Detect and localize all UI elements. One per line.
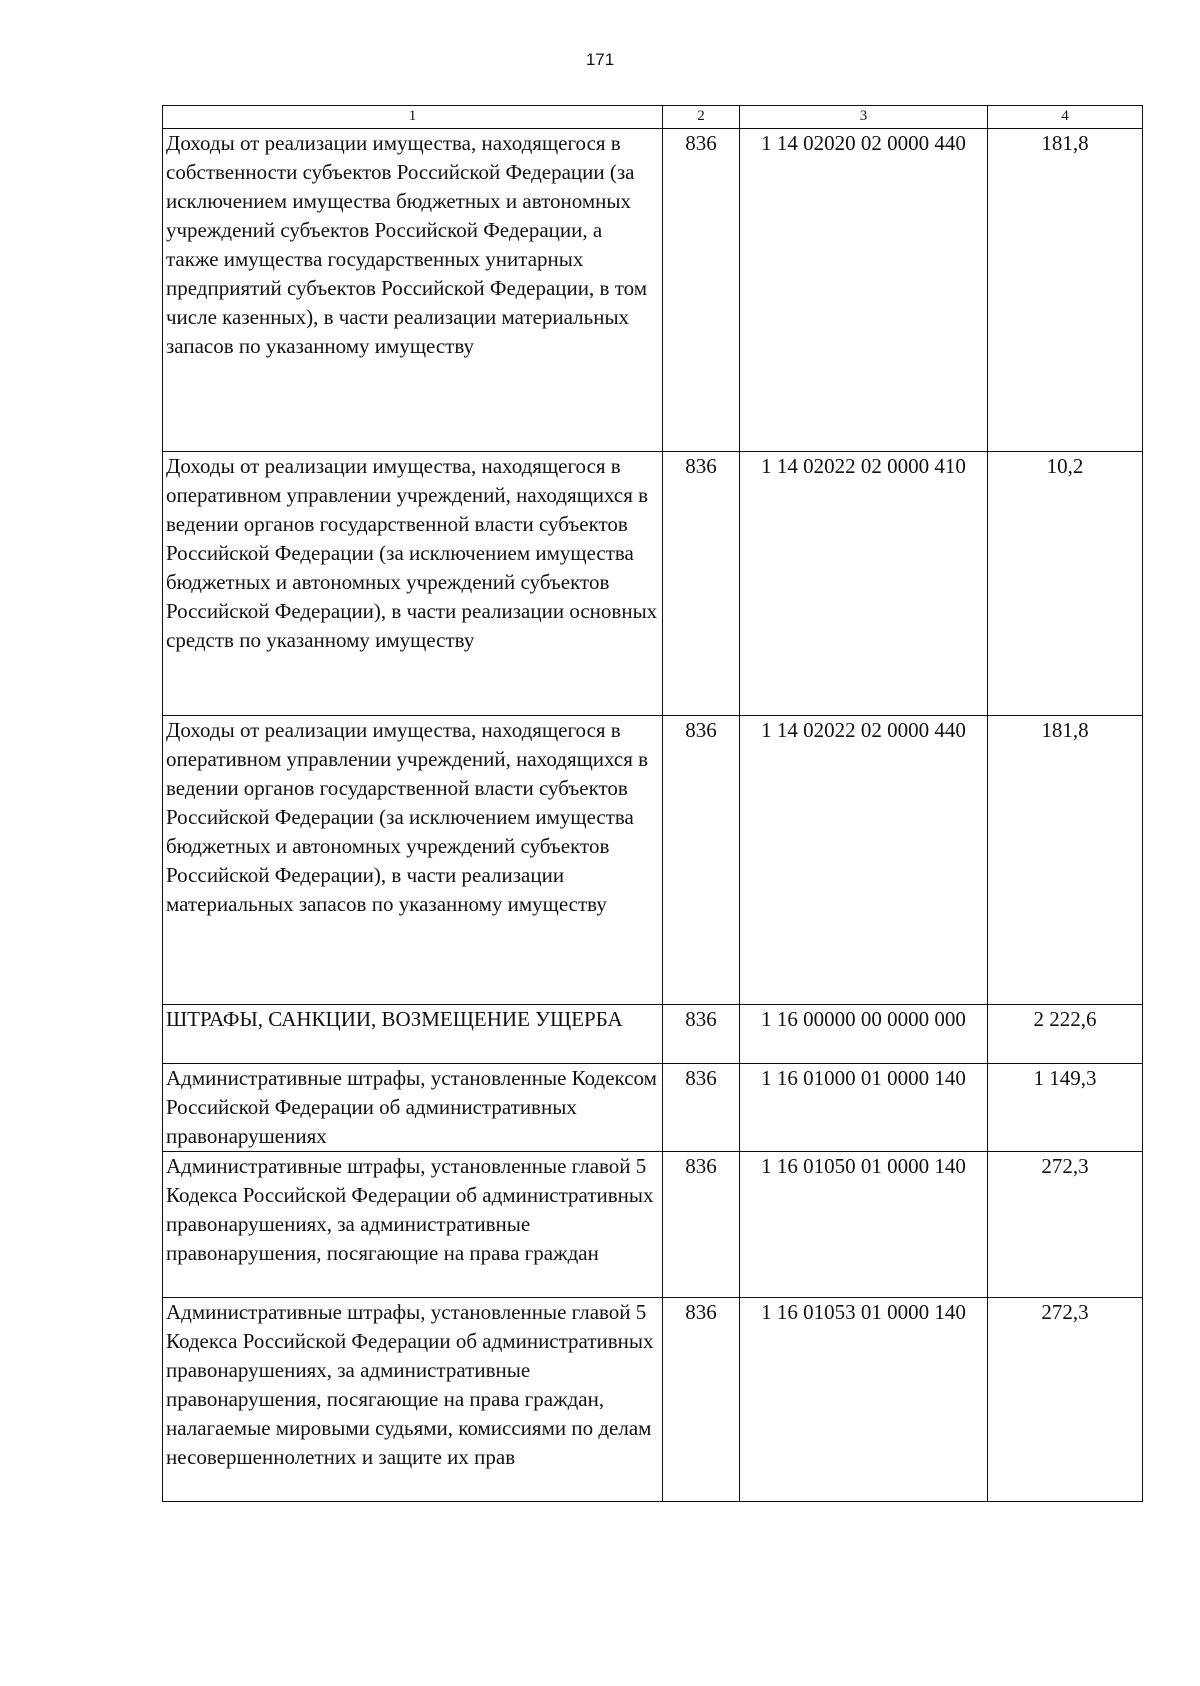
budget-revenue-table: [162, 105, 1143, 1502]
row-budget-code: 1 16 00000 00 0000 000: [740, 1005, 988, 1064]
row-name: Административные штрафы, установленные главой 5 Кодекса Российской Федерации об административных правонарушениях, за административные правонарушения, посягающие на права граждан: [163, 1152, 663, 1298]
page-number: 171: [585, 50, 615, 69]
row-admin-code: 836: [663, 1064, 740, 1152]
row-budget-code: 1 14 02022 02 0000 410: [740, 452, 988, 716]
row-budget-code: 1 16 01000 01 0000 140: [740, 1064, 988, 1152]
table-row: [163, 716, 1143, 1005]
row-name: Доходы от реализации имущества, находящегося в собственности субъектов Российской Федерации (за исключением имущества бюджетных и автономных учреждений субъектов Российской Федерации, а также имущества государственных унитарных предприятий субъектов Российской Федерации, в том числе казенных), в части реализации материальных запасов по указанному имуществу: [163, 129, 663, 452]
row-amount: 10,2: [988, 452, 1143, 716]
row-name: Доходы от реализации имущества, находящегося в оперативном управлении учреждений, находящихся в ведении органов государственной власти субъектов Российской Федерации (за исключением имущества бюджетных и автономных учреждений субъектов Российской Федерации), в части реализации материальных запасов по указанному имуществу: [163, 716, 663, 1005]
row-budget-code: 1 16 01050 01 0000 140: [740, 1152, 988, 1298]
row-admin-code: 836: [663, 1152, 740, 1298]
row-admin-code: 836: [663, 716, 740, 1005]
row-budget-code: 1 16 01053 01 0000 140: [740, 1298, 988, 1502]
row-amount: 1 149,3: [988, 1064, 1143, 1152]
row-budget-code: 1 14 02022 02 0000 440: [740, 716, 988, 1005]
row-amount: 272,3: [988, 1152, 1143, 1298]
row-budget-code: 1 14 02020 02 0000 440: [740, 129, 988, 452]
table-row: [163, 452, 1143, 716]
table-row: [163, 1152, 1143, 1298]
table-row: [163, 1005, 1143, 1064]
row-amount: 181,8: [988, 716, 1143, 1005]
column-header-3: 3: [740, 106, 988, 129]
table-row: [163, 1064, 1143, 1152]
row-name: Административные штрафы, установленные главой 5 Кодекса Российской Федерации об административных правонарушениях, за административные правонарушения, посягающие на права граждан, налагаемые мировыми судьями, комиссиями по делам несовершеннолетних и защите их прав: [163, 1298, 663, 1502]
row-amount: 2 222,6: [988, 1005, 1143, 1064]
row-name: Административные штрафы, установленные Кодексом Российской Федерации об административных правонарушениях: [163, 1064, 663, 1152]
row-amount: 181,8: [988, 129, 1143, 452]
row-admin-code: 836: [663, 452, 740, 716]
table-row: [163, 129, 1143, 452]
row-name: ШТРАФЫ, САНКЦИИ, ВОЗМЕЩЕНИЕ УЩЕРБА: [163, 1005, 663, 1064]
row-amount: 272,3: [988, 1298, 1143, 1502]
column-header-4: 4: [988, 106, 1143, 129]
row-admin-code: 836: [663, 129, 740, 452]
column-header-2: 2: [663, 106, 740, 129]
table-header-row: [163, 106, 1143, 129]
row-admin-code: 836: [663, 1005, 740, 1064]
row-name: Доходы от реализации имущества, находящегося в оперативном управлении учреждений, находящихся в ведении органов государственной власти субъектов Российской Федерации (за исключением имущества бюджетных и автономных учреждений субъектов Российской Федерации), в части реализации основных средств по указанному имуществу: [163, 452, 663, 716]
table-row: [163, 1298, 1143, 1502]
column-header-1: 1: [163, 106, 663, 129]
row-admin-code: 836: [663, 1298, 740, 1502]
